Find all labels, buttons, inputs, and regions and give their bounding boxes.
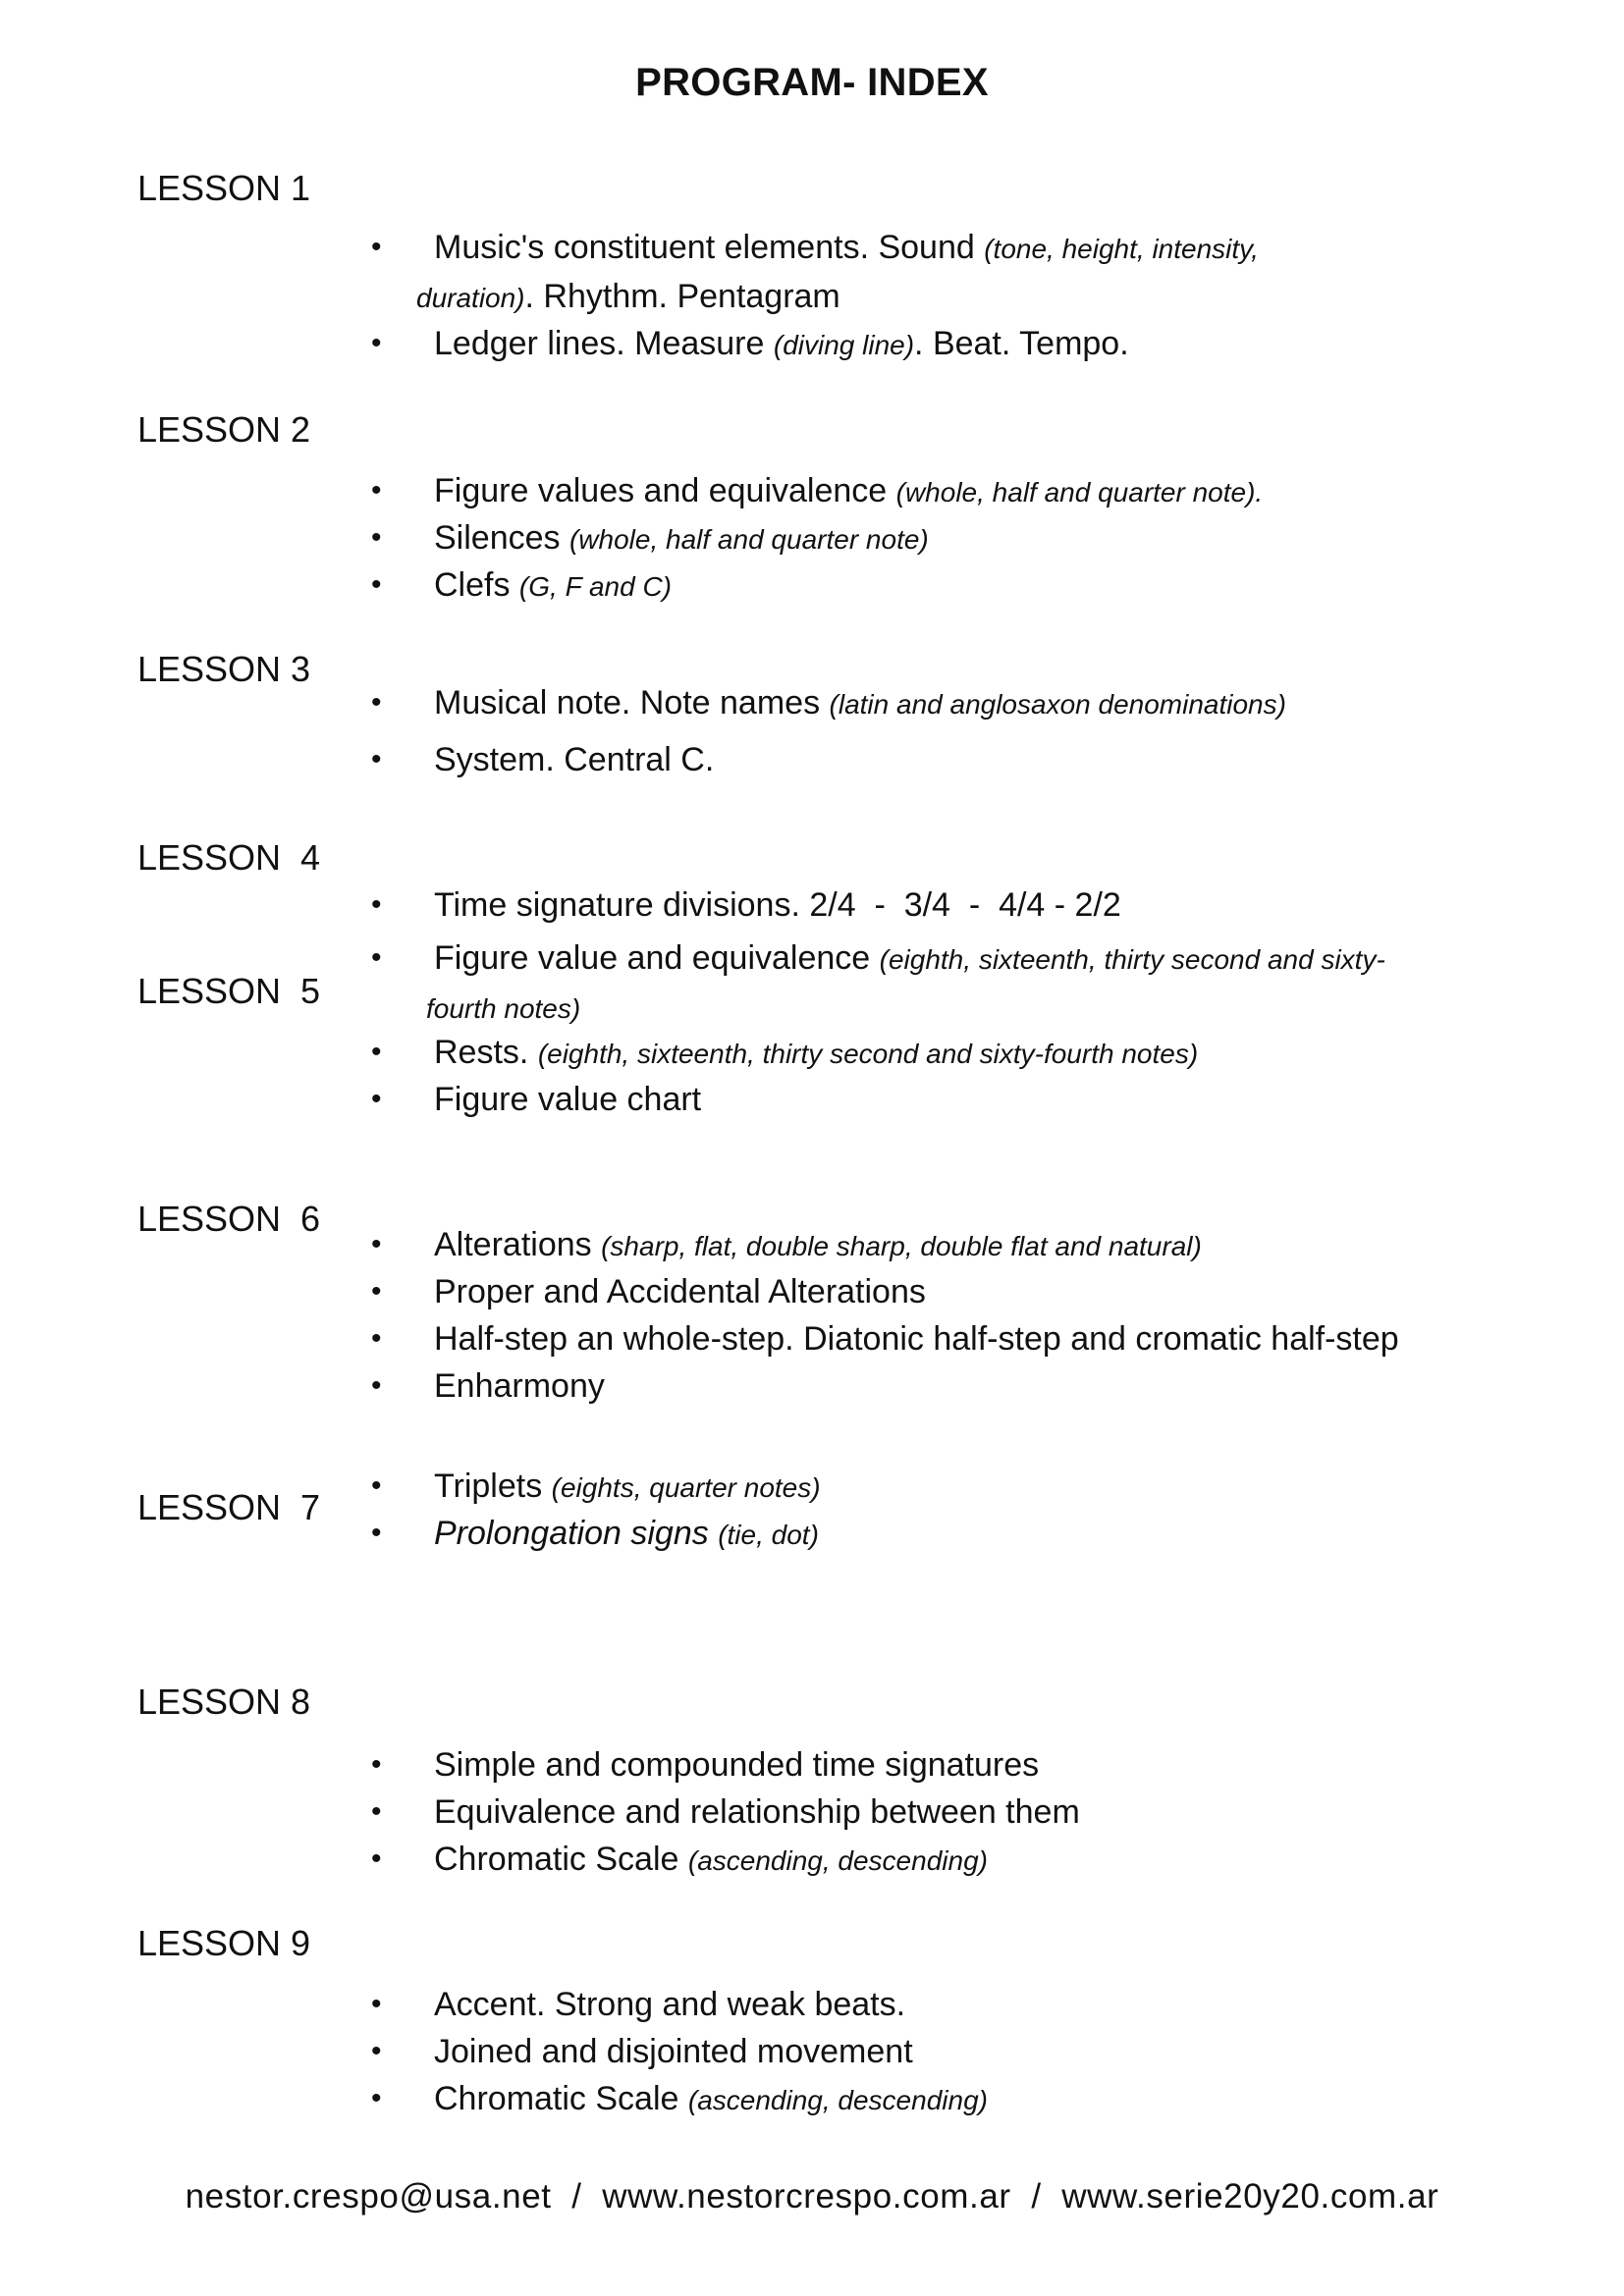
list-item: [371, 679, 1481, 728]
bullet-icon: •: [371, 1228, 382, 1260]
item-note: (eights, quarter notes): [551, 1472, 821, 1503]
list-item: [371, 1315, 1481, 1362]
bullet-icon: •: [371, 1083, 382, 1115]
list-item: [371, 1268, 1481, 1315]
item-note: (G, F and C): [518, 571, 673, 602]
bullet-icon: •: [371, 743, 382, 775]
list-item: [371, 934, 1481, 1033]
item-text: Proper and Accidental Alterations: [434, 1273, 926, 1310]
lesson-2-label: LESSON 2: [137, 409, 311, 450]
list-item: [371, 1463, 1481, 1512]
list-item: [371, 1029, 1481, 1078]
bullet-icon: •: [371, 1036, 382, 1068]
item-text: Half-step an whole-step. Diatonic half-step and cromatic half-step: [434, 1320, 1399, 1358]
lesson-8-label: LESSON 8: [137, 1682, 311, 1722]
item-note: (tone, height, intensity,: [984, 234, 1259, 264]
item-text: Rests.: [434, 1034, 538, 1071]
item-text: Figure value and equivalence: [434, 939, 880, 977]
item-note: (eighth, sixteenth, thirty second and sixty-: [879, 944, 1385, 975]
item-note: (ascending, descending): [687, 2085, 988, 2115]
list-item: [371, 320, 1481, 369]
bullet-icon: •: [371, 231, 382, 263]
item-note: (eighth, sixteenth, thirty second and sixty-fourth notes): [537, 1039, 1199, 1069]
bullet-icon: •: [371, 1748, 382, 1781]
bullet-icon: •: [371, 1469, 382, 1502]
item-text: System. Central C.: [434, 741, 715, 778]
item-text: Chromatic Scale: [434, 2080, 688, 2117]
bullet-icon: •: [371, 1988, 382, 2020]
list-item: [371, 224, 1481, 322]
bullet-icon: •: [371, 941, 382, 974]
list-item: [371, 1981, 1481, 2028]
item-note: (ascending, descending): [687, 1845, 988, 1876]
bullet-icon: •: [371, 327, 382, 359]
item-text: Silences: [434, 519, 569, 557]
item-text: . Beat. Tempo.: [914, 325, 1129, 362]
list-item: [371, 2028, 1481, 2075]
list-item: [371, 881, 1481, 929]
item-text: Enharmony: [434, 1367, 605, 1405]
bullet-icon: •: [371, 1322, 382, 1355]
item-text: Ledger lines. Measure: [434, 325, 774, 362]
item-text: Musical note. Note names: [434, 684, 830, 721]
item-note: (whole, half and quarter note): [568, 524, 929, 555]
list-item: [371, 736, 1481, 783]
bullet-icon: •: [371, 1517, 382, 1549]
item-text: Music's constituent elements. Sound: [434, 229, 985, 266]
bullet-icon: •: [371, 2082, 382, 2114]
page-title: PROGRAM- INDEX: [635, 61, 989, 104]
lesson-4-label: LESSON 4: [137, 837, 321, 878]
item-text: Triplets: [434, 1468, 552, 1505]
bullet-icon: •: [371, 474, 382, 507]
item-note: duration): [416, 283, 525, 313]
list-item: [371, 1510, 1481, 1559]
list-item: [371, 1836, 1481, 1885]
item-text: Figure values and equivalence: [434, 472, 896, 509]
bullet-icon: •: [371, 1369, 382, 1402]
item-text: Simple and compounded time signatures: [434, 1746, 1040, 1784]
list-item: [371, 514, 1481, 563]
item-note: (diving line): [773, 330, 915, 360]
bullet-icon: •: [371, 1842, 382, 1875]
bullet-icon: •: [371, 521, 382, 554]
list-item: [371, 2075, 1481, 2124]
lesson-9-label: LESSON 9: [137, 1923, 311, 1963]
item-text: Figure value chart: [434, 1081, 702, 1118]
item-note: (latin and anglosaxon denominations): [829, 689, 1286, 720]
list-item: [371, 1362, 1481, 1410]
item-text: Alterations: [434, 1226, 602, 1263]
lesson-7-label: LESSON 7: [137, 1487, 321, 1527]
list-item: [371, 561, 1481, 611]
item-text: Equivalence and relationship between them: [434, 1793, 1080, 1831]
bullet-icon: •: [371, 888, 382, 921]
lesson-1-label: LESSON 1: [137, 168, 311, 208]
list-item: [371, 1789, 1481, 1836]
item-text: Chromatic Scale: [434, 1841, 688, 1878]
item-note: (whole, half and quarter note).: [895, 477, 1264, 507]
item-text: Clefs: [434, 566, 519, 604]
lesson-5-label: LESSON 5: [137, 971, 321, 1011]
item-text: Prolongation signs: [434, 1515, 719, 1552]
bullet-icon: •: [371, 568, 382, 601]
bullet-icon: •: [371, 1275, 382, 1308]
list-item: [371, 1076, 1481, 1123]
bullet-icon: •: [371, 2035, 382, 2067]
item-text: . Rhythm. Pentagram: [524, 278, 840, 315]
list-item: [371, 1221, 1481, 1270]
lesson-3-label: LESSON 3: [137, 649, 311, 689]
item-text: Joined and disjointed movement: [434, 2033, 913, 2070]
item-note: (sharp, flat, double sharp, double flat and natural): [601, 1231, 1202, 1261]
lesson-6-label: LESSON 6: [137, 1199, 321, 1239]
bullet-icon: •: [371, 686, 382, 719]
item-note: (tie, dot): [718, 1520, 819, 1550]
list-item: [371, 467, 1481, 516]
item-text: Accent. Strong and weak beats.: [434, 1986, 906, 2023]
footer-contact: nestor.crespo@usa.net / www.nestorcrespo.com.ar / www.serie20y20.com.ar: [185, 2177, 1439, 2216]
item-note: fourth notes): [426, 993, 581, 1024]
bullet-icon: •: [371, 1795, 382, 1828]
list-item: [371, 1741, 1481, 1789]
item-text: Time signature divisions. 2/4 - 3/4 - 4/4 - 2/2: [434, 886, 1121, 924]
